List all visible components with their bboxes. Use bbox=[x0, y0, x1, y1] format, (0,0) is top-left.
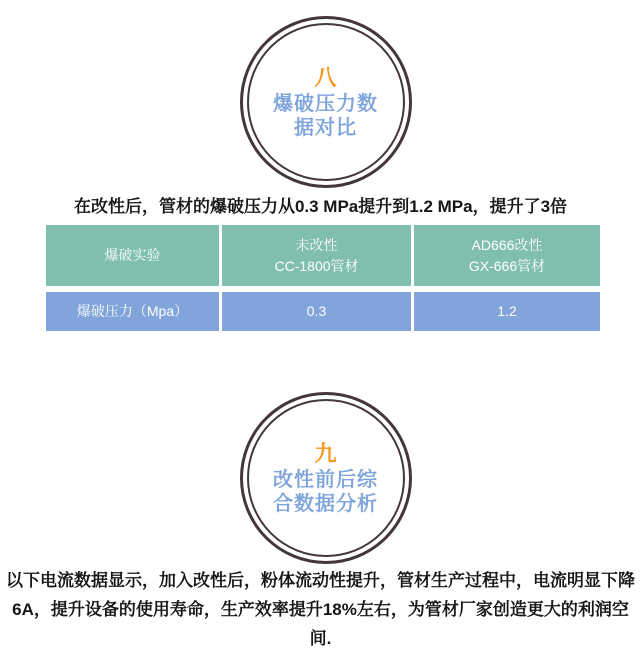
paragraph-line: 6A，提升设备的使用寿命，生产效率提升18%左右，为管材厂家创造更大的利润空 bbox=[12, 600, 629, 619]
badge-outer-ring bbox=[240, 392, 412, 564]
section-badge-analysis bbox=[240, 392, 412, 564]
pressure-comparison-table bbox=[46, 225, 600, 331]
table-cell-text: 1.2 bbox=[497, 303, 517, 319]
section-number: 八 bbox=[314, 65, 337, 91]
table-header-text: CC-1800管材 bbox=[274, 257, 359, 274]
page bbox=[0, 16, 641, 653]
table-header-text: AD666改性 bbox=[471, 236, 543, 253]
paragraph-line: 间. bbox=[309, 629, 332, 648]
table-header-text: GX-666管材 bbox=[468, 257, 546, 274]
table-header-unmodified bbox=[222, 225, 411, 286]
badge-inner-ring bbox=[247, 23, 405, 181]
table-value-unmodified bbox=[222, 292, 411, 331]
section-title-line: 爆破压力数 bbox=[273, 92, 378, 115]
table-value-modified bbox=[414, 292, 600, 331]
table-row-label bbox=[46, 292, 219, 331]
analysis-paragraph bbox=[0, 566, 641, 653]
pressure-summary-text: 在改性后，管材的爆破压力从0.3 MPa提升到1.2 MPa，提升了3倍 bbox=[73, 197, 568, 216]
paragraph-line: 以下电流数据显示，加入改性后，粉体流动性提升，管材生产过程中，电流明显下降 bbox=[6, 571, 635, 590]
table-header-text: 爆破实验 bbox=[104, 247, 161, 263]
table-cell-text: 爆破压力（Mpa） bbox=[76, 303, 189, 319]
table-header-text: 未改性 bbox=[295, 236, 338, 253]
section-title-line: 据对比 bbox=[294, 116, 357, 139]
table-header-modified bbox=[414, 225, 600, 286]
section-number: 九 bbox=[314, 441, 337, 467]
section-badge-pressure bbox=[240, 16, 412, 188]
badge-outer-ring bbox=[240, 16, 412, 188]
section-title-line: 合数据分析 bbox=[273, 492, 378, 515]
table-header-experiment bbox=[46, 225, 219, 286]
section-title-line: 改性前后综 bbox=[273, 468, 378, 491]
badge-inner-ring bbox=[247, 399, 405, 557]
table-cell-text: 0.3 bbox=[306, 303, 327, 319]
